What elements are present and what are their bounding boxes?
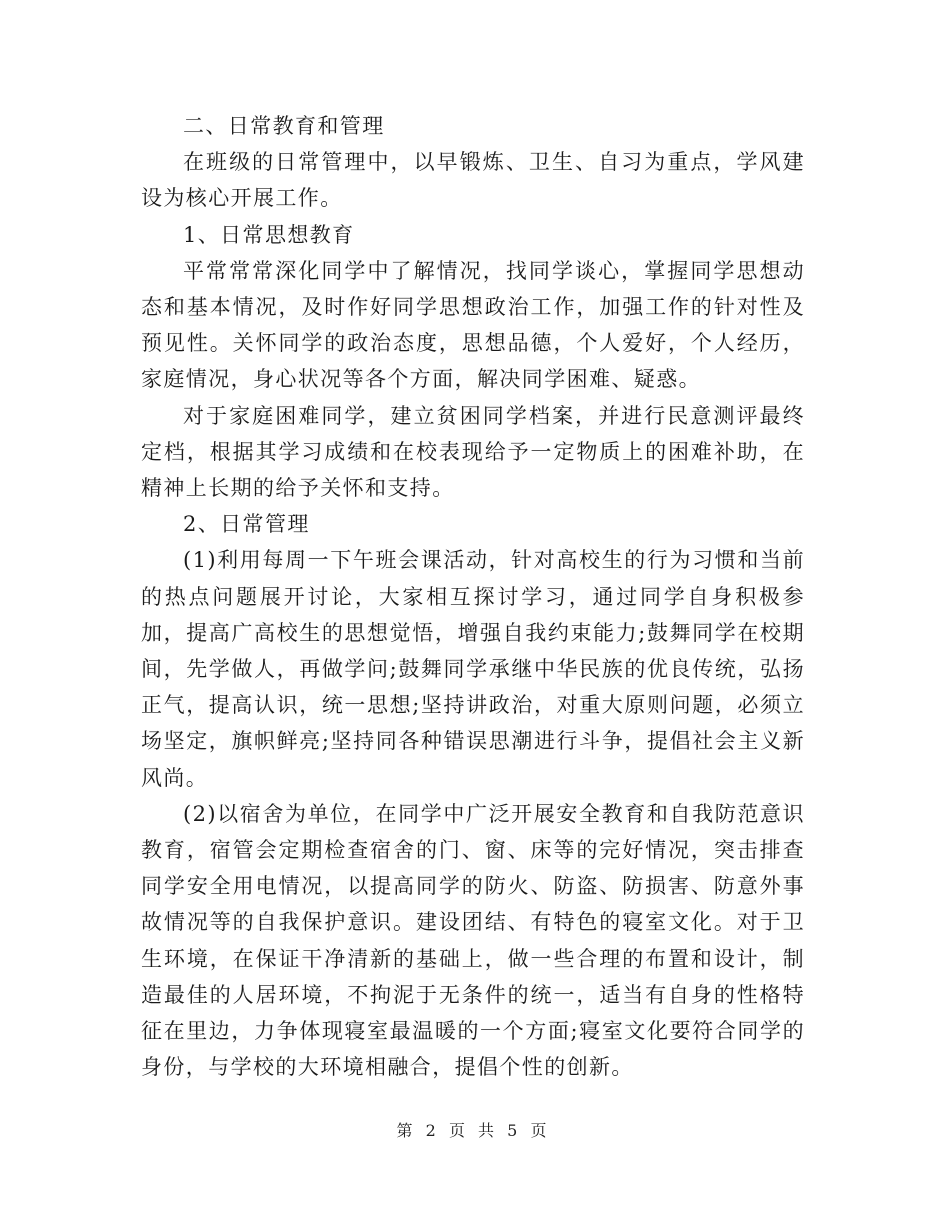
subsection-heading: 2、日常管理: [183, 512, 310, 537]
footer-prefix: 第: [396, 1121, 414, 1140]
paragraph: 平常常常深化同学中了解情况，找同学谈心，掌握同学思想动态和基本情况，及时作好同学思想政治工作，加强工作的针对性及预见性。关怀同学的政治态度，思想品德，个人爱好，个人经历，家庭情况，身心状况等各个方面，解决同学困难、疑惑。: [141, 258, 805, 392]
section-heading: 二、日常教育和管理: [183, 114, 385, 138]
paragraph: (1)利用每周一下午班会课活动，针对高校生的行为习惯和当前的热点问题展开讨论，大家相互探讨学习，通过同学自身积极参加，提高广高校生的思想觉悟，增强自我约束能力;鼓舞同学在校期间，先学做人，再做学问;鼓舞同学承继中华民族的优良传统，弘扬正气，提高认识，统一思想;坚持讲政治，对重大原则问题，必须立场坚定，旗帜鲜亮;坚持同各种错误思潮进行斗争，提倡社会主义新风尚。: [141, 548, 805, 790]
footer-total-word: 共: [478, 1121, 496, 1140]
current-page-number: 2: [425, 1121, 437, 1140]
paragraph: (2)以宿舍为单位，在同学中广泛开展安全教育和自我防范意识教育，宿管会定期检查宿舍的门、窗、床等的完好情况，突击排查同学安全用电情况，以提高同学的防火、防盗、防损害、防意外事故情况等的自我保护意识。建设团结、有特色的寝室文化。对于卫生环境，在保证干净清新的基础上，做一些合理的布置和设计，制造最佳的人居环境，不拘泥于无条件的统一，适当有自身的性格特征在里边，力争体现寝室最温暖的一个方面;寝室文化要符合同学的身份，与学校的大环境相融合，提倡个性的创新。: [141, 801, 805, 1080]
page-footer: [0, 1118, 950, 1141]
footer-suffix: 页: [530, 1121, 548, 1140]
paragraph: 对于家庭困难同学，建立贫困同学档案，并进行民意测评最终定档，根据其学习成绩和在校表现给予一定物质上的困难补助，在精神上长期的给予关怀和支持。: [141, 403, 805, 501]
footer-page-word: 页: [448, 1121, 466, 1140]
document-body: [141, 108, 805, 1085]
total-page-number: 5: [507, 1121, 519, 1140]
paragraph: 在班级的日常管理中，以早锻炼、卫生、自习为重点，学风建设为核心开展工作。: [141, 150, 805, 211]
subsection-heading: 1、日常思想教育: [183, 222, 355, 247]
